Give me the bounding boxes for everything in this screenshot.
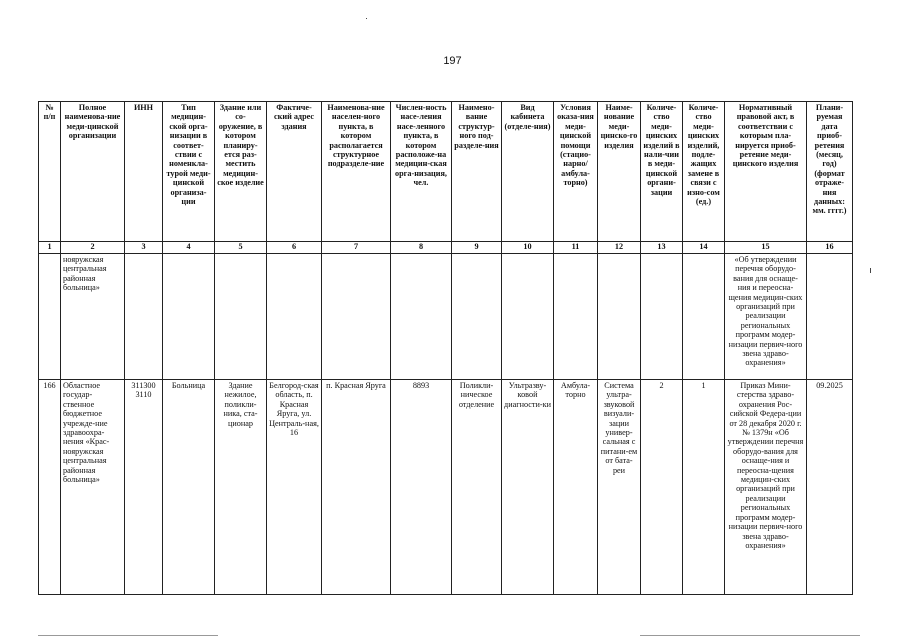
empty-cell	[125, 254, 163, 380]
office-cell: Ультразву-ковой диагности-ки	[502, 380, 554, 595]
empty-cell	[452, 254, 502, 380]
scan-edge-line	[38, 635, 218, 636]
header-cell: Количе-ство меди-цинских изделий в нали-чии в меди-цинской органи-зации	[641, 102, 683, 242]
building-cell: Здание нежилое, поликли-ника, ста-ционар	[215, 380, 267, 595]
header-cell: Наимено-вание структур-ного под-разделе-ния	[452, 102, 502, 242]
column-number: 3	[125, 242, 163, 254]
column-number: 16	[807, 242, 853, 254]
empty-cell	[163, 254, 215, 380]
header-cell: Нормативный правовой акт, в соответствии с которым пла-нируется приоб-ретение меди-цинского изделия	[725, 102, 807, 242]
table-header-row	[39, 102, 853, 242]
header-cell: Тип медицин-ской орга-низации в соответ-ствии с номенкла-турой меди-цинской организа-ции	[163, 102, 215, 242]
header-cell: Плани-руемая дата приоб-ретения (месяц, год) (формат отраже-ния данных: мм. гггг.)	[807, 102, 853, 242]
empty-cell	[598, 254, 641, 380]
qty-available-cell: 2	[641, 380, 683, 595]
header-cell: Числен-ность насе-ления насе-ленного пункта, в котором расположе-на медицин-ская орга-низация, чел.	[391, 102, 452, 242]
table-row	[39, 380, 853, 595]
scan-edge-line	[640, 635, 860, 636]
date-cell: 09.2025	[807, 380, 853, 595]
legal-act-cell: «Об утверждении перечня оборудо-вания для оснаще-ния и переосна-щения медицин-ских организаций при реализации региональных программ модер-низации первич-ного звена здраво-охранения»	[725, 254, 807, 380]
empty-cell	[641, 254, 683, 380]
column-number: 7	[322, 242, 391, 254]
inn-cell: 311300 3110	[125, 380, 163, 595]
organization-cell: нояружская центральная районная больница»	[61, 254, 125, 380]
header-cell: Здание или со-оружение, в котором планиру-ется раз-местить медицин-ское изделие	[215, 102, 267, 242]
type-cell: Больница	[163, 380, 215, 595]
header-cell: Вид кабинета (отделе-ния)	[502, 102, 554, 242]
scan-speck	[366, 18, 367, 19]
empty-cell	[683, 254, 725, 380]
scan-speck	[870, 268, 871, 273]
header-cell: ИНН	[125, 102, 163, 242]
column-number: 4	[163, 242, 215, 254]
header-cell: № п/п	[39, 102, 61, 242]
empty-cell	[391, 254, 452, 380]
column-number: 9	[452, 242, 502, 254]
column-number: 1	[39, 242, 61, 254]
legal-act-cell: Приказ Мини-стерства здраво-охранения Рос-сийской Федера-ции от 28 декабря 2020 г. № 1379н «Об утверждении перечня оборудо-вания для оснаще-ния и переосна-щения медицин-ских организаций при реализации региональных программ модер-низации первич-ного звена здраво-охранения»	[725, 380, 807, 595]
column-number: 13	[641, 242, 683, 254]
population-cell: 8893	[391, 380, 452, 595]
table-row-continued	[39, 254, 853, 380]
column-number: 14	[683, 242, 725, 254]
unit-cell: Поликли-ническое отделение	[452, 380, 502, 595]
column-number: 5	[215, 242, 267, 254]
header-cell: Фактиче-ский адрес здания	[267, 102, 322, 242]
conditions-cell: Амбула-торно	[554, 380, 598, 595]
column-number: 8	[391, 242, 452, 254]
empty-cell	[267, 254, 322, 380]
empty-cell	[322, 254, 391, 380]
organization-cell: Областное государ-ственное бюджетное учрежде-ние здравоохра-нения «Крас-нояружская центральная районная больница»	[61, 380, 125, 595]
column-number: 2	[61, 242, 125, 254]
page-number: 197	[443, 55, 462, 67]
qty-replace-cell: 1	[683, 380, 725, 595]
empty-cell	[502, 254, 554, 380]
header-cell: Условия оказа-ния меди-цинской помощи (стацио-нарно/ амбула-торно)	[554, 102, 598, 242]
device-cell: Система ультра-звуковой визуали-зации универ-сальная с питани-ем от бата-реи	[598, 380, 641, 595]
empty-cell	[39, 254, 61, 380]
header-cell: Полное наименова-ние меди-цинской организации	[61, 102, 125, 242]
empty-cell	[554, 254, 598, 380]
header-cell: Количе-ство меди-цинских изделий, подле-жащих замене в связи с изно-сом (ед.)	[683, 102, 725, 242]
header-cell: Наиме-нование меди-цинско-го изделия	[598, 102, 641, 242]
column-number: 6	[267, 242, 322, 254]
address-cell: Белгород-ская область, п. Красная Яруга, ул. Централь-ная, 16	[267, 380, 322, 595]
locality-cell: п. Красная Яруга	[322, 380, 391, 595]
column-number: 12	[598, 242, 641, 254]
empty-cell	[807, 254, 853, 380]
column-number: 10	[502, 242, 554, 254]
row-number-cell: 166	[39, 380, 61, 595]
column-number: 15	[725, 242, 807, 254]
column-number-row	[39, 242, 853, 254]
header-cell: Наименова-ние населен-ного пункта, в котором располагается структурное подразделе-ние	[322, 102, 391, 242]
empty-cell	[215, 254, 267, 380]
medical-equipment-table	[38, 101, 853, 595]
column-number: 11	[554, 242, 598, 254]
